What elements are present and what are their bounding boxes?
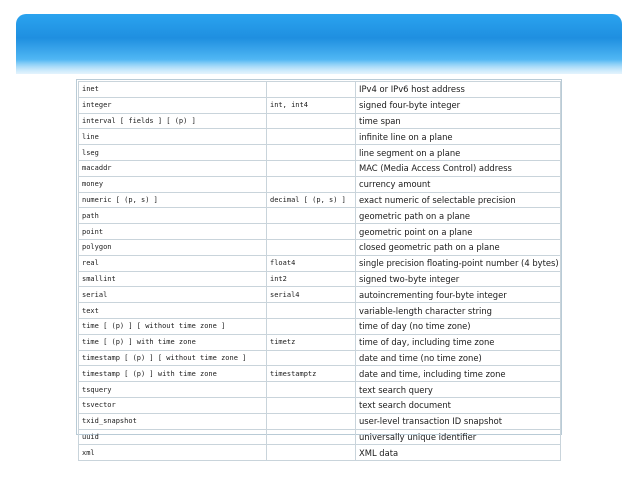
type-name-cell: time [ (p) ] with time zone bbox=[79, 334, 267, 350]
type-alias-cell bbox=[267, 208, 356, 224]
table-row bbox=[79, 97, 561, 113]
type-description-cell: line segment on a plane bbox=[356, 145, 561, 161]
table-row bbox=[79, 382, 561, 398]
type-name-cell: point bbox=[79, 224, 267, 240]
type-description-cell: date and time, including time zone bbox=[356, 366, 561, 382]
type-alias-cell bbox=[267, 350, 356, 366]
type-alias-cell bbox=[267, 224, 356, 240]
type-name-cell: time [ (p) ] [ without time zone ] bbox=[79, 318, 267, 334]
table-row bbox=[79, 129, 561, 145]
type-description-cell: exact numeric of selectable precision bbox=[356, 192, 561, 208]
type-description-cell: IPv4 or IPv6 host address bbox=[356, 82, 561, 98]
table-row bbox=[79, 255, 561, 271]
type-alias-cell: serial4 bbox=[267, 287, 356, 303]
type-name-cell: polygon bbox=[79, 239, 267, 255]
type-alias-cell: int2 bbox=[267, 271, 356, 287]
table-row bbox=[79, 208, 561, 224]
type-description-cell: currency amount bbox=[356, 176, 561, 192]
type-alias-cell: float4 bbox=[267, 255, 356, 271]
type-alias-cell bbox=[267, 160, 356, 176]
table-row bbox=[79, 303, 561, 319]
type-name-cell: interval [ fields ] [ (p) ] bbox=[79, 113, 267, 129]
table-row bbox=[79, 176, 561, 192]
table-row bbox=[79, 224, 561, 240]
type-name-cell: line bbox=[79, 129, 267, 145]
type-alias-cell: decimal [ (p, s) ] bbox=[267, 192, 356, 208]
type-alias-cell bbox=[267, 445, 356, 461]
data-types-table-body bbox=[79, 82, 561, 461]
table-row bbox=[79, 239, 561, 255]
table-row bbox=[79, 82, 561, 98]
type-alias-cell bbox=[267, 382, 356, 398]
table-row bbox=[79, 318, 561, 334]
table-row bbox=[79, 334, 561, 350]
type-name-cell: txid_snapshot bbox=[79, 413, 267, 429]
type-description-cell: MAC (Media Access Control) address bbox=[356, 160, 561, 176]
type-name-cell: text bbox=[79, 303, 267, 319]
type-name-cell: uuid bbox=[79, 429, 267, 445]
type-name-cell: real bbox=[79, 255, 267, 271]
table-row bbox=[79, 413, 561, 429]
type-description-cell: date and time (no time zone) bbox=[356, 350, 561, 366]
table-row bbox=[79, 429, 561, 445]
type-name-cell: tsquery bbox=[79, 382, 267, 398]
type-description-cell: text search document bbox=[356, 397, 561, 413]
type-name-cell: macaddr bbox=[79, 160, 267, 176]
type-name-cell: tsvector bbox=[79, 397, 267, 413]
type-description-cell: XML data bbox=[356, 445, 561, 461]
table-row bbox=[79, 445, 561, 461]
table-row bbox=[79, 113, 561, 129]
table-row bbox=[79, 145, 561, 161]
data-types-table bbox=[78, 81, 561, 461]
table-row bbox=[79, 160, 561, 176]
table-row bbox=[79, 350, 561, 366]
type-name-cell: timestamp [ (p) ] with time zone bbox=[79, 366, 267, 382]
table-row bbox=[79, 271, 561, 287]
type-alias-cell: int, int4 bbox=[267, 97, 356, 113]
type-name-cell: money bbox=[79, 176, 267, 192]
type-description-cell: variable-length character string bbox=[356, 303, 561, 319]
type-alias-cell bbox=[267, 413, 356, 429]
type-description-cell: autoincrementing four-byte integer bbox=[356, 287, 561, 303]
type-description-cell: signed four-byte integer bbox=[356, 97, 561, 113]
table-row bbox=[79, 287, 561, 303]
type-name-cell: xml bbox=[79, 445, 267, 461]
type-alias-cell bbox=[267, 429, 356, 445]
type-alias-cell: timetz bbox=[267, 334, 356, 350]
table-row bbox=[79, 397, 561, 413]
type-alias-cell bbox=[267, 145, 356, 161]
type-alias-cell bbox=[267, 113, 356, 129]
type-name-cell: smallint bbox=[79, 271, 267, 287]
data-types-table-frame bbox=[76, 79, 562, 458]
type-description-cell: time span bbox=[356, 113, 561, 129]
table-row bbox=[79, 192, 561, 208]
type-alias-cell bbox=[267, 176, 356, 192]
type-description-cell: time of day, including time zone bbox=[356, 334, 561, 350]
type-name-cell: numeric [ (p, s) ] bbox=[79, 192, 267, 208]
type-name-cell: path bbox=[79, 208, 267, 224]
type-description-cell: universally unique identifier bbox=[356, 429, 561, 445]
table-row bbox=[79, 366, 561, 382]
type-description-cell: single precision floating-point number (4 bytes) bbox=[356, 255, 561, 271]
type-alias-cell bbox=[267, 303, 356, 319]
type-alias-cell bbox=[267, 318, 356, 334]
type-description-cell: geometric point on a plane bbox=[356, 224, 561, 240]
type-name-cell: timestamp [ (p) ] [ without time zone ] bbox=[79, 350, 267, 366]
type-name-cell: integer bbox=[79, 97, 267, 113]
type-description-cell: geometric path on a plane bbox=[356, 208, 561, 224]
type-description-cell: closed geometric path on a plane bbox=[356, 239, 561, 255]
type-description-cell: text search query bbox=[356, 382, 561, 398]
type-alias-cell bbox=[267, 129, 356, 145]
type-description-cell: infinite line on a plane bbox=[356, 129, 561, 145]
type-alias-cell: timestamptz bbox=[267, 366, 356, 382]
type-alias-cell bbox=[267, 397, 356, 413]
type-description-cell: signed two-byte integer bbox=[356, 271, 561, 287]
type-alias-cell bbox=[267, 82, 356, 98]
type-name-cell: serial bbox=[79, 287, 267, 303]
type-description-cell: user-level transaction ID snapshot bbox=[356, 413, 561, 429]
type-description-cell: time of day (no time zone) bbox=[356, 318, 561, 334]
type-name-cell: inet bbox=[79, 82, 267, 98]
type-name-cell: lseg bbox=[79, 145, 267, 161]
type-alias-cell bbox=[267, 239, 356, 255]
